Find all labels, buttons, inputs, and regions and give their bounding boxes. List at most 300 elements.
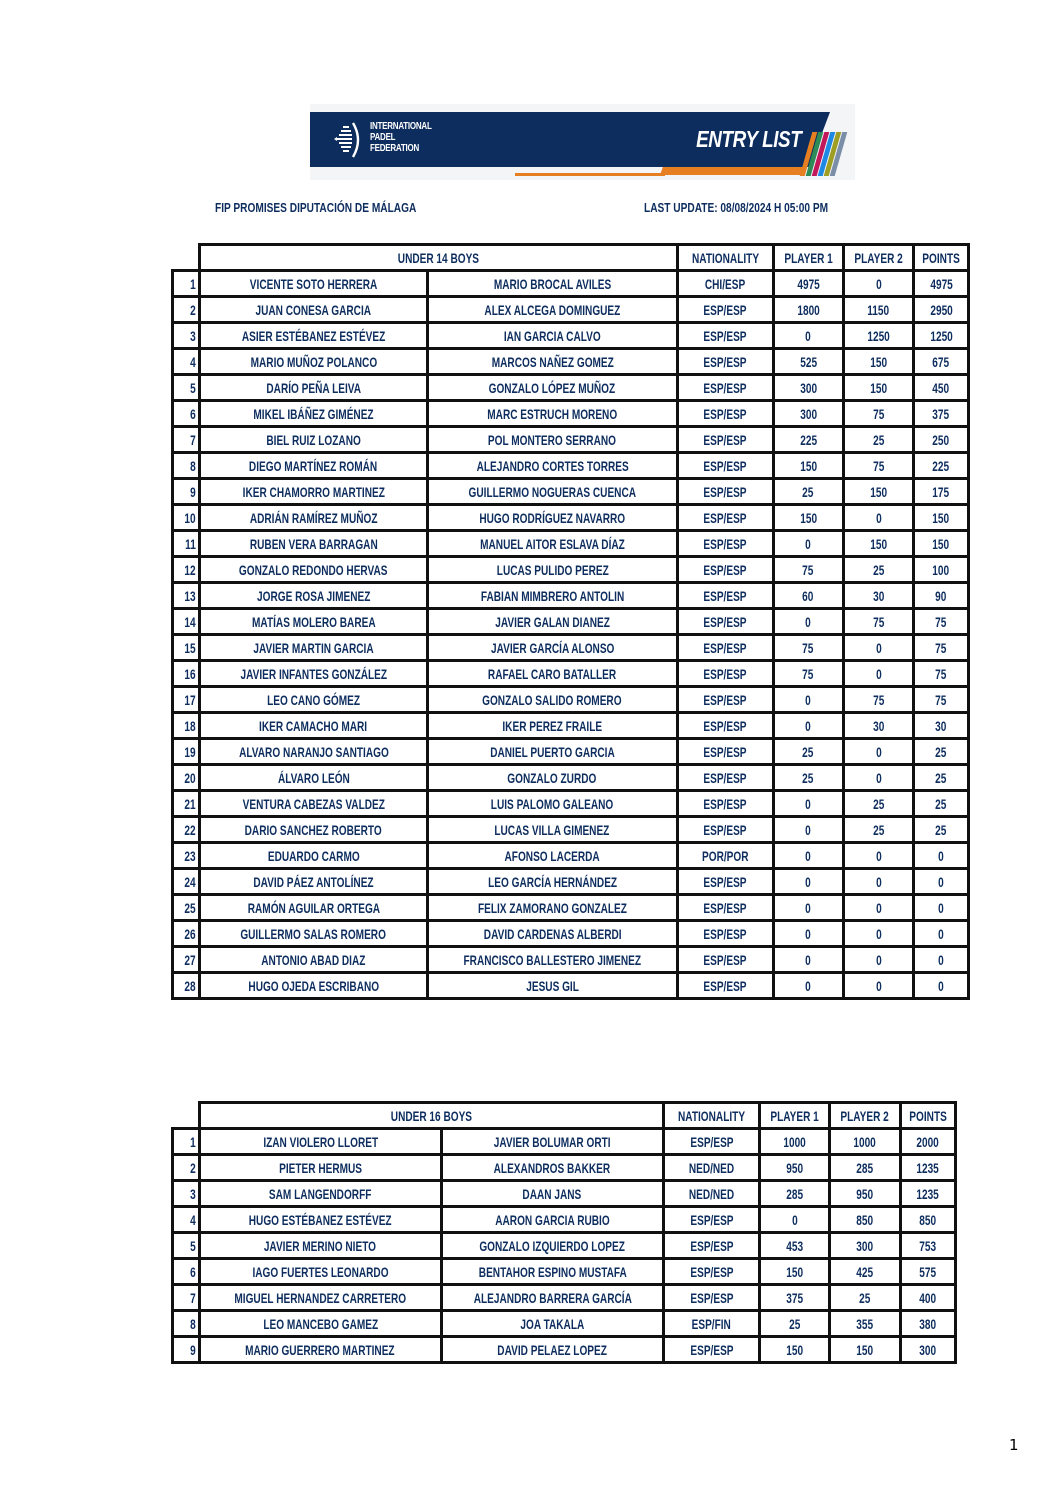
- player2-name: [428, 297, 678, 323]
- nationality: [664, 1181, 760, 1207]
- table-row: [173, 973, 969, 999]
- seed-number: [173, 401, 200, 427]
- player1-points-text: 300: [799, 379, 817, 396]
- fip-logo-text: [370, 121, 432, 154]
- nationality: [677, 687, 773, 713]
- player2-name-text: FRANCISCO BALLESTERO JIMENEZ: [463, 951, 642, 968]
- player2-name: [428, 323, 678, 349]
- nationality: [677, 921, 773, 947]
- total-points-text: 400: [919, 1289, 937, 1306]
- total-points: [900, 1181, 955, 1207]
- player1-points-text: 285: [786, 1185, 804, 1202]
- nationality: [664, 1259, 760, 1285]
- player1-points: [773, 843, 843, 869]
- player2-header: [843, 245, 913, 271]
- player1-name: [200, 1311, 442, 1337]
- player2-name-text: ALEX ALCEGA DOMINGUEZ: [484, 301, 621, 318]
- player1-points-text: 453: [786, 1237, 804, 1254]
- seed-number-text: 20: [184, 769, 196, 786]
- total-points-text: 2000: [916, 1133, 939, 1150]
- player1-points: [773, 479, 843, 505]
- banner-title: ENTRY LIST: [695, 126, 801, 152]
- player1-points: [773, 921, 843, 947]
- nationality-text: ESP/ESP: [703, 535, 747, 552]
- player2-points: [843, 453, 913, 479]
- player1-points-text: 25: [802, 769, 814, 786]
- player1-name: [200, 687, 428, 713]
- player2-points-text: 75: [872, 691, 885, 708]
- player1-name: [200, 1233, 442, 1259]
- player1-points: [760, 1155, 830, 1181]
- points-header-text: POINTS: [908, 1107, 947, 1124]
- seed-number-text: 15: [184, 639, 196, 656]
- player1-points: [773, 895, 843, 921]
- points-header: [900, 1103, 955, 1129]
- player1-points-text: 0: [805, 535, 812, 552]
- nationality: [677, 843, 773, 869]
- player2-points-text: 300: [856, 1237, 874, 1254]
- seed-number-text: 27: [184, 951, 196, 968]
- nationality: [664, 1129, 760, 1155]
- nationality: [677, 583, 773, 609]
- seed-number-text: 8: [190, 1315, 196, 1332]
- player1-name-text: LEO MANCEBO GAMEZ: [262, 1315, 378, 1332]
- nationality-text: ESP/ESP: [703, 743, 747, 760]
- nationality: [677, 869, 773, 895]
- total-points: [900, 1259, 955, 1285]
- player2-points: [843, 583, 913, 609]
- player1-points: [773, 349, 843, 375]
- player1-points: [760, 1181, 830, 1207]
- player1-points-text: 0: [805, 795, 812, 812]
- player2-name: [428, 765, 678, 791]
- total-points: [914, 479, 969, 505]
- under-16-boys-table: [171, 1101, 957, 1364]
- player2-name-text: MARC ESTRUCH MORENO: [487, 405, 618, 422]
- seed-number-text: 5: [190, 379, 196, 396]
- nationality: [677, 661, 773, 687]
- nationality-header-text: NATIONALITY: [691, 249, 759, 266]
- total-points-text: 4975: [929, 275, 953, 292]
- player2-name-text: POL MONTERO SERRANO: [488, 431, 617, 448]
- nationality: [677, 271, 773, 297]
- player2-name: [428, 713, 678, 739]
- seed-number-text: 7: [190, 1289, 196, 1306]
- total-points: [914, 453, 969, 479]
- seed-number: [173, 453, 200, 479]
- total-points: [914, 349, 969, 375]
- player1-points-text: 0: [805, 951, 812, 968]
- player1-name-text: DARIO SANCHEZ ROBERTO: [244, 821, 383, 838]
- player1-points: [773, 817, 843, 843]
- player1-name-text: RAMÓN AGUILAR ORTEGA: [247, 899, 380, 916]
- seed-number: [173, 1155, 200, 1181]
- player2-points-text: 25: [859, 1289, 871, 1306]
- player2-points: [830, 1181, 900, 1207]
- total-points: [914, 427, 969, 453]
- player2-points: [843, 401, 913, 427]
- player1-points: [773, 557, 843, 583]
- player1-points-text: 0: [805, 899, 812, 916]
- nationality-text: ESP/ESP: [703, 821, 747, 838]
- player2-points: [843, 557, 913, 583]
- player1-points: [773, 323, 843, 349]
- total-points: [914, 557, 969, 583]
- banner-accent-bar: [660, 167, 805, 175]
- player2-points-text: 25: [872, 795, 885, 812]
- seed-number: [173, 583, 200, 609]
- player1-points: [773, 297, 843, 323]
- player1-name: [200, 583, 428, 609]
- total-points: [914, 297, 969, 323]
- nationality: [677, 609, 773, 635]
- player2-name-text: MANUEL AITOR ESLAVA DÍAZ: [479, 535, 625, 552]
- player2-points-text: 355: [856, 1315, 874, 1332]
- player1-name-text: MIKEL IBÁÑEZ GIMÉNEZ: [253, 405, 374, 422]
- player2-points: [843, 297, 913, 323]
- player2-points: [830, 1233, 900, 1259]
- table-row: [173, 1181, 956, 1207]
- player1-name: [200, 1129, 442, 1155]
- player1-name-text: LEO CANO GÓMEZ: [267, 691, 360, 708]
- player2-name: [428, 609, 678, 635]
- player1-name: [200, 427, 428, 453]
- entry-list-banner: [310, 104, 855, 180]
- seed-number: [173, 947, 200, 973]
- player2-name: [428, 401, 678, 427]
- player2-name: [428, 843, 678, 869]
- player1-name: [200, 271, 428, 297]
- seed-number: [173, 375, 200, 401]
- player1-name: [200, 947, 428, 973]
- total-points-text: 0: [938, 925, 944, 942]
- table-row: [173, 531, 969, 557]
- nationality-text: ESP/ESP: [703, 587, 747, 604]
- total-points: [914, 791, 969, 817]
- player2-points: [843, 505, 913, 531]
- nationality: [677, 531, 773, 557]
- table-row: [173, 869, 969, 895]
- nationality: [677, 323, 773, 349]
- player2-name: [428, 869, 678, 895]
- nationality: [677, 375, 773, 401]
- player2-name-text: IAN GARCIA CALVO: [503, 327, 601, 344]
- nationality-text: ESP/ESP: [703, 457, 747, 474]
- player1-points: [773, 609, 843, 635]
- player2-points: [843, 531, 913, 557]
- total-points: [900, 1207, 955, 1233]
- player2-name: [441, 1155, 664, 1181]
- player2-name-text: DAVID PELAEZ LOPEZ: [497, 1341, 608, 1358]
- player2-header: [830, 1103, 900, 1129]
- player1-name-text: ÁLVARO LEÓN: [277, 769, 350, 786]
- player1-name-text: MIGUEL HERNANDEZ CARRETERO: [234, 1289, 407, 1306]
- logo-line: INTERNATIONAL: [370, 121, 432, 132]
- seed-number: [173, 1181, 200, 1207]
- nationality-text: CHI/ESP: [704, 275, 746, 292]
- player2-name: [428, 661, 678, 687]
- total-points-text: 1235: [916, 1185, 939, 1202]
- player1-points-text: 60: [802, 587, 814, 604]
- nationality-text: ESP/ESP: [703, 665, 747, 682]
- nationality: [677, 895, 773, 921]
- player2-points-text: 0: [875, 873, 882, 890]
- seed-number: [173, 1129, 200, 1155]
- player1-name-text: GUILLERMO SALAS ROMERO: [240, 925, 387, 942]
- player2-points: [843, 661, 913, 687]
- player1-name-text: MARIO MUÑOZ POLANCO: [250, 353, 377, 370]
- nationality-text: ESP/ESP: [703, 873, 747, 890]
- player2-points-text: 0: [875, 275, 882, 292]
- player2-name: [441, 1285, 664, 1311]
- player2-points: [843, 687, 913, 713]
- nationality: [664, 1207, 760, 1233]
- table-row: [173, 323, 969, 349]
- player1-name: [200, 817, 428, 843]
- player1-name-text: IAGO FUERTES LEONARDO: [252, 1263, 389, 1280]
- total-points: [900, 1337, 955, 1363]
- total-points-text: 375: [932, 405, 950, 422]
- nationality-text: ESP/ESP: [703, 977, 747, 994]
- table-row: [173, 479, 969, 505]
- player2-points: [843, 609, 913, 635]
- category-header-text: UNDER 16 BOYS: [390, 1107, 473, 1124]
- nationality: [677, 505, 773, 531]
- total-points: [914, 843, 969, 869]
- player2-points: [843, 973, 913, 999]
- player1-name-text: MATÍAS MOLERO BAREA: [251, 613, 376, 630]
- player2-name: [428, 947, 678, 973]
- player2-name: [428, 687, 678, 713]
- table-row: [173, 1311, 956, 1337]
- player1-name-text: RUBEN VERA BARRAGAN: [249, 535, 378, 552]
- nationality: [677, 817, 773, 843]
- seed-number-text: 12: [184, 561, 196, 578]
- table-row: [173, 557, 969, 583]
- total-points: [900, 1311, 955, 1337]
- player2-name: [428, 349, 678, 375]
- seed-number: [173, 297, 200, 323]
- player1-points: [760, 1207, 830, 1233]
- player2-name-text: HUGO RODRÍGUEZ NAVARRO: [479, 509, 626, 526]
- player2-name-text: LUCAS PULIDO PEREZ: [496, 561, 609, 578]
- nationality: [664, 1233, 760, 1259]
- total-points: [900, 1285, 955, 1311]
- table-row: [173, 791, 969, 817]
- points-header: [914, 245, 969, 271]
- player1-header: [760, 1103, 830, 1129]
- nationality-text: ESP/ESP: [703, 899, 747, 916]
- player1-points-text: 0: [805, 691, 812, 708]
- under-14-boys-table: [171, 243, 970, 1000]
- table-row: [173, 1259, 956, 1285]
- total-points: [914, 401, 969, 427]
- total-points: [914, 375, 969, 401]
- player2-points: [843, 635, 913, 661]
- player1-points: [760, 1259, 830, 1285]
- player2-name-text: LEO GARCÍA HERNÁNDEZ: [487, 873, 617, 890]
- player1-name-text: IKER CAMACHO MARI: [259, 717, 368, 734]
- seed-number-text: 25: [184, 899, 196, 916]
- player2-points: [843, 323, 913, 349]
- player2-name: [428, 817, 678, 843]
- player2-name: [428, 505, 678, 531]
- seed-number-text: 23: [184, 847, 196, 864]
- player2-points-text: 0: [875, 769, 882, 786]
- last-update: LAST UPDATE: 08/08/2024 H 05:00 PM: [644, 200, 829, 215]
- player1-points-text: 525: [799, 353, 817, 370]
- player1-points: [760, 1129, 830, 1155]
- nationality: [677, 713, 773, 739]
- points-header-text: POINTS: [922, 249, 960, 266]
- nationality: [677, 349, 773, 375]
- seed-number: [173, 895, 200, 921]
- player2-points-text: 1250: [867, 327, 890, 344]
- seed-number-text: 22: [184, 821, 196, 838]
- total-points: [900, 1233, 955, 1259]
- nationality-text: ESP/FIN: [692, 1315, 732, 1332]
- player1-name-text: JORGE ROSA JIMENEZ: [256, 587, 371, 604]
- table-row: [173, 401, 969, 427]
- table-row: [173, 765, 969, 791]
- player1-points: [773, 713, 843, 739]
- total-points-text: 0: [938, 951, 944, 968]
- seed-number-text: 8: [190, 457, 196, 474]
- player1-points-text: 0: [805, 873, 812, 890]
- player2-name-text: BENTAHOR ESPINO MUSTAFA: [478, 1263, 627, 1280]
- nationality: [677, 947, 773, 973]
- table-row: [173, 505, 969, 531]
- nationality-text: NED/NED: [688, 1185, 735, 1202]
- player1-points: [773, 791, 843, 817]
- player2-name: [428, 531, 678, 557]
- player2-name: [428, 921, 678, 947]
- player1-name: [200, 557, 428, 583]
- total-points-text: 1250: [929, 327, 953, 344]
- nationality: [664, 1155, 760, 1181]
- player2-points-text: 25: [872, 431, 885, 448]
- player2-name: [428, 791, 678, 817]
- player1-points-text: 0: [805, 925, 812, 942]
- player2-name: [441, 1129, 664, 1155]
- player2-name: [441, 1311, 664, 1337]
- player1-name-text: IZAN VIOLERO LLORET: [262, 1133, 378, 1150]
- total-points: [914, 505, 969, 531]
- nationality: [677, 427, 773, 453]
- player2-points: [830, 1311, 900, 1337]
- player2-points: [830, 1155, 900, 1181]
- player2-name-text: FELIX ZAMORANO GONZALEZ: [477, 899, 627, 916]
- seed-number: [173, 713, 200, 739]
- total-points-text: 30: [935, 717, 947, 734]
- player2-points-text: 850: [856, 1211, 874, 1228]
- player2-points: [843, 479, 913, 505]
- player2-points-text: 285: [856, 1159, 874, 1176]
- nationality: [664, 1311, 760, 1337]
- total-points: [914, 739, 969, 765]
- player2-points-text: 1150: [867, 301, 890, 318]
- total-points-text: 450: [932, 379, 950, 396]
- seed-number-text: 28: [184, 977, 196, 994]
- player2-name: [441, 1259, 664, 1285]
- player2-points-text: 0: [875, 665, 882, 682]
- total-points-text: 25: [935, 821, 947, 838]
- player2-points-text: 75: [872, 613, 885, 630]
- player1-points-text: 150: [799, 457, 817, 474]
- seed-number-text: 4: [190, 353, 196, 370]
- total-points-text: 25: [935, 795, 947, 812]
- seed-number-text: 9: [190, 1341, 196, 1358]
- player2-points: [830, 1129, 900, 1155]
- table-row: [173, 947, 969, 973]
- total-points-text: 150: [932, 509, 950, 526]
- seed-number: [173, 739, 200, 765]
- table-row: [173, 583, 969, 609]
- player2-points-text: 0: [875, 509, 882, 526]
- player1-name: [200, 349, 428, 375]
- player2-points: [830, 1259, 900, 1285]
- player1-name-text: DARÍO PEÑA LEIVA: [266, 379, 361, 396]
- seed-number: [173, 1207, 200, 1233]
- player2-name-text: ALEJANDRO BARRERA GARCÍA: [473, 1289, 632, 1306]
- player2-name: [428, 635, 678, 661]
- player1-name-text: PIETER HERMUS: [278, 1159, 362, 1176]
- player1-points-text: 0: [805, 327, 812, 344]
- player1-points-text: 150: [786, 1341, 804, 1358]
- total-points-text: 0: [938, 899, 944, 916]
- player1-name: [200, 609, 428, 635]
- player2-name-text: FABIAN MIMBRERO ANTOLIN: [480, 587, 624, 604]
- player1-points-text: 0: [791, 1211, 798, 1228]
- player2-points-text: 1000: [853, 1133, 877, 1150]
- nationality-text: ESP/ESP: [690, 1133, 734, 1150]
- seed-number-text: 2: [190, 301, 196, 318]
- player1-name-text: BIEL RUIZ LOZANO: [266, 431, 361, 448]
- player1-header-text: PLAYER 1: [770, 1107, 819, 1124]
- nationality-text: ESP/ESP: [703, 639, 747, 656]
- seed-number-text: 24: [184, 873, 196, 890]
- player1-name-text: JAVIER MERINO NIETO: [264, 1237, 377, 1254]
- player2-header-text: PLAYER 2: [840, 1107, 890, 1124]
- player1-points-text: 1800: [797, 301, 820, 318]
- player2-points-text: 150: [870, 483, 887, 500]
- category-header: [200, 245, 678, 271]
- nationality-text: ESP/ESP: [703, 431, 747, 448]
- seed-number-text: 9: [190, 483, 196, 500]
- player2-name: [428, 375, 678, 401]
- player1-points-text: 0: [805, 847, 812, 864]
- player1-points-text: 150: [799, 509, 817, 526]
- table-row: [173, 349, 969, 375]
- player1-header-text: PLAYER 1: [784, 249, 833, 266]
- seed-number-text: 1: [190, 275, 196, 292]
- category-header-text: UNDER 14 BOYS: [397, 249, 479, 266]
- player1-points-text: 225: [799, 431, 817, 448]
- table-row: [173, 661, 969, 687]
- seed-number: [173, 349, 200, 375]
- seed-number: [173, 479, 200, 505]
- player2-points-text: 150: [856, 1341, 874, 1358]
- player2-name-text: JAVIER GALAN DIANEZ: [494, 613, 610, 630]
- seed-number: [173, 1337, 200, 1363]
- player1-name-text: EDUARDO CARMO: [267, 847, 360, 864]
- player1-points-text: 300: [799, 405, 817, 422]
- nationality-text: ESP/ESP: [703, 717, 747, 734]
- player2-points: [843, 895, 913, 921]
- player1-points: [773, 687, 843, 713]
- total-points-text: 75: [935, 691, 947, 708]
- table-header-row: [173, 1103, 956, 1129]
